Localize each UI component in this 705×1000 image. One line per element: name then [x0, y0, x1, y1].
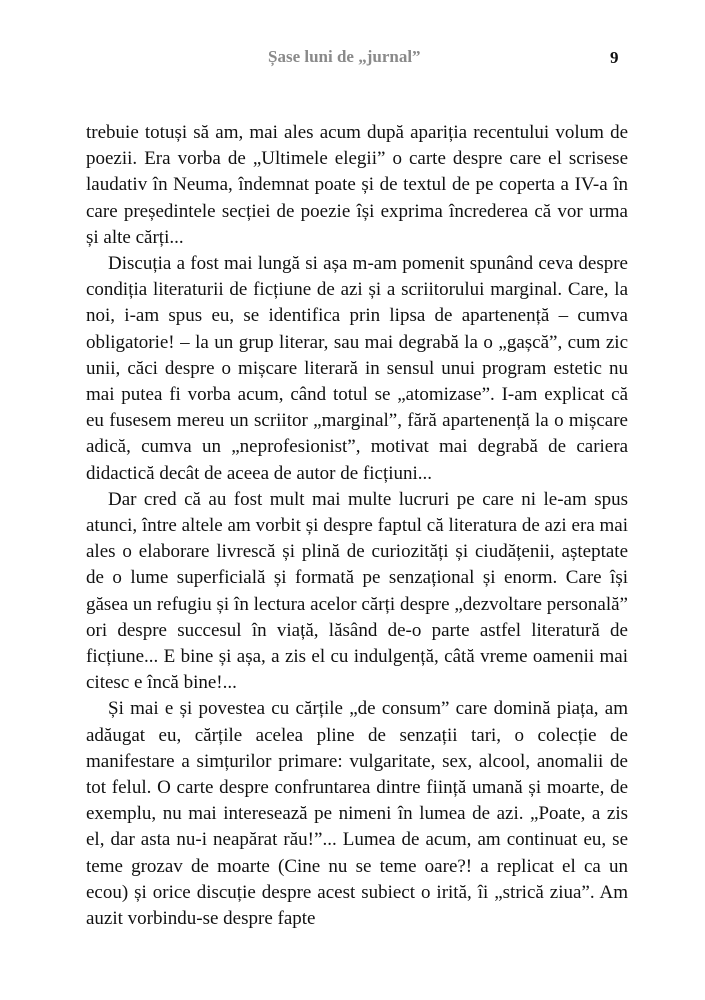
paragraph-continued: trebuie totuși să am, mai ales acum după apariția recentului volum de poezii. Era vorba de „Ultimele elegii” o carte despre care el scrisese laudativ în Neuma, îndemnat poate și de textul de pe coperta a IV-a în care președintele secției de poezie își exprima încrederea că vor urma și alte cărți... — [86, 122, 628, 248]
paragraph: Dar cred că au fost mult mai multe lucruri pe care ni le-am spus atunci, între altele am vorbit și despre faptul că literatura de azi era mai ales o elaborare livrescă și plină de curiozități și ciudățenii, așteptate de o lume superficială și formată pe senzațional și enorm. Care își găsea un refugiu și în lectura acelor cărți despre „dezvoltare personală” ori despre succesul în viață, lăsând de-o parte astfel literatură de ficțiune... E bine și așa, a zis el cu indulgență, câtă vreme oamenii mai citesc e încă bine!... — [86, 488, 628, 694]
running-title: Șase luni de „jurnal” — [268, 47, 421, 66]
body-text — [86, 120, 628, 932]
page-number: 9 — [610, 48, 619, 67]
running-header — [0, 47, 705, 71]
paragraph: Discuția a fost mai lungă si așa m-am pomenit spunând ceva despre condiția literaturii de ficțiune de azi și a scriitorului marginal. Care, la noi, i-am spus eu, se identifica prin lipsa de apartenență – cumva obligatorie! – la un grup literar, sau mai degrabă la o „gașcă”, cum zic unii, căci despre o mișcare literară in sensul unui program estetic nu mai putea fi vorba acum, când totul se „atomizase”. I-am explicat că eu fusesem mereu un scriitor „marginal”, fără apartenență la o mișcare adică, cumva un „neprofesionist”, motivat mai degrabă de cariera didactică decât de aceea de autor de ficțiuni... — [86, 253, 628, 484]
paragraph: Și mai e și povestea cu cărțile „de consum” care domină piața, am adăugat eu, cărțile acelea pline de senzații tari, o colecție de manifestare a simțurilor primare: vulgaritate, sex, alcool, anomalii de tot felul. O carte despre confruntarea dintre ființă umană și moarte, de exemplu, nu mai interesează pe nimeni în lumea de azi. „Poate, a zis el, dar asta nu-i neapărat rău!”... Lumea de acum, am continuat eu, se teme grozav de moarte (Cine nu se teme oare?! a replicat el ca un ecou) și orice discuție despre acest subiect o irită, îi „strică ziua”. Am auzit vorbindu-se despre fapte — [86, 698, 628, 930]
